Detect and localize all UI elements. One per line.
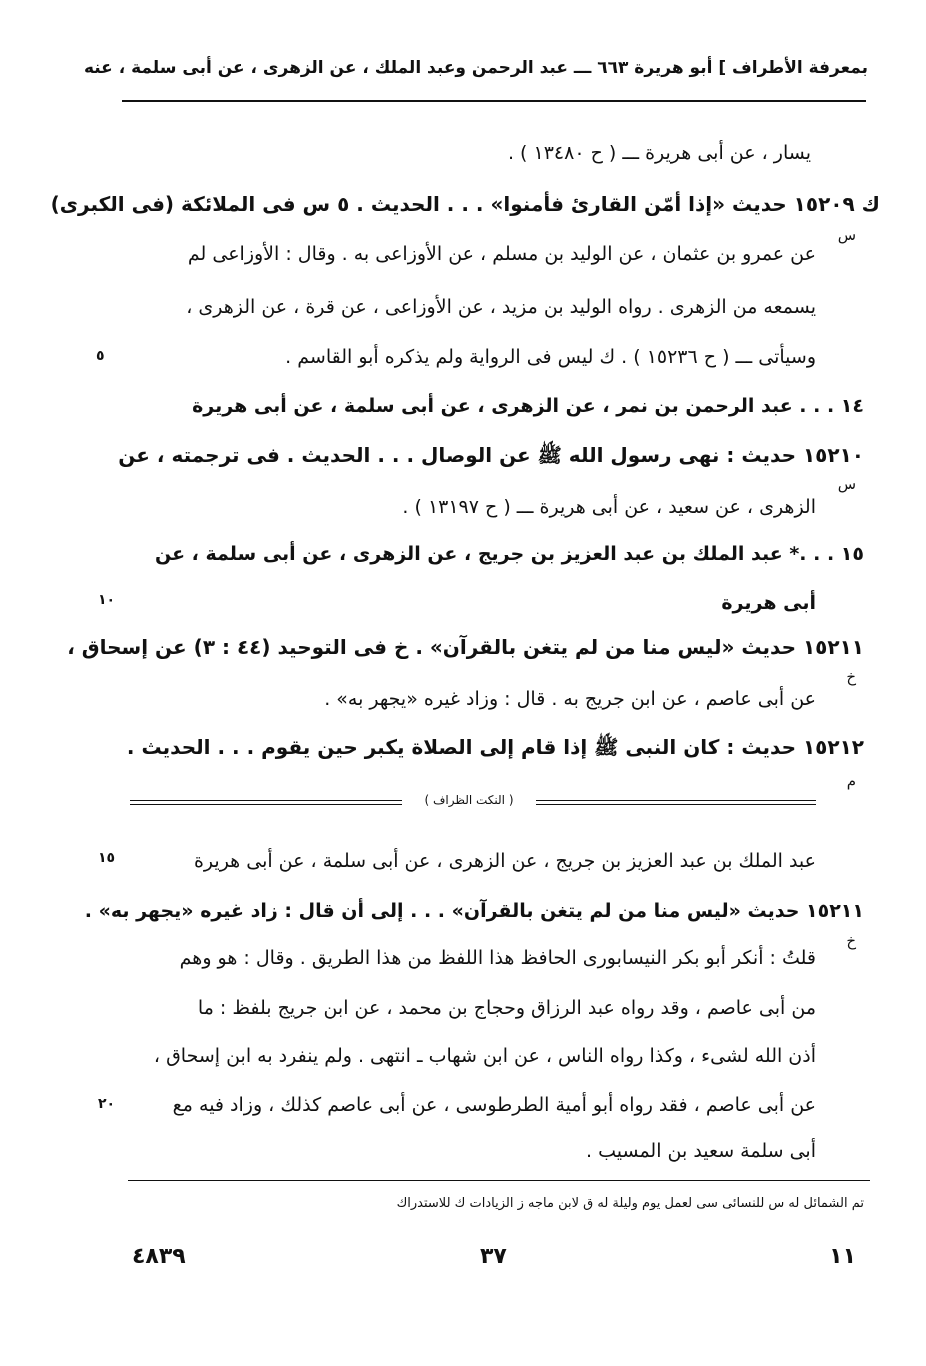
nukat-text-line: قلتُ : أنكر أبو بكر النيسابورى الحافظ هذا اللفظ من هذا الطريق . وقال : هو وهم [179,947,816,969]
line-number: ٢٠ [98,1096,116,1112]
side-marker: خ [846,932,856,950]
side-marker: م [846,772,856,790]
nukat-chain-line: عبد الملك بن عبد العزيز بن جريج ، عن الزهرى ، عن أبى سلمة ، عن أبى هريرة [193,850,816,872]
divider-line [536,800,816,801]
divider-line [130,804,402,805]
nukat-text-line: أبى سلمة سعيد بن المسيب . [586,1140,816,1162]
text-line: الزهرى ، عن سعيد ، عن أبى هريرة ـــ ( ح ١٣١٩٧ ) . [402,496,816,518]
chain-heading-continued: أبى هريرة [721,592,816,614]
nukat-text-line: عن أبى عاصم ، فقد رواه أبو أمية الطرطوسى ، عن أبى عاصم كذلك ، وزاد فيه مع [172,1094,816,1116]
footer-left-number: ٤٨٣٩ [132,1244,186,1269]
chain-heading: ١٤ . . . عبد الرحمن بن نمر ، عن الزهرى ، عن أبى سلمة ، عن أبى هريرة [192,395,864,417]
text-line: يسار ، عن أبى هريرة ـــ ( ح ١٣٤٨٠ ) . [507,142,811,164]
chain-heading: ١٥ . . .* عبد الملك بن عبد العزيز بن جريج ، عن الزهرى ، عن أبى سلمة ، عن [154,543,864,565]
line-number: ١٠ [98,592,116,608]
divider-label-text: النكت الظراف [432,793,506,807]
divider-label: ( النكت الظراف ) [424,793,514,807]
page-header: بمعرفة الأطراف ] أبو هريرة ٦٦٣ ـــ عبد الرحمن وعبد الملك ، عن الزهرى ، عن أبى سلمة ، عنه [83,58,868,78]
divider-line [130,800,402,801]
nukat-hadith-15211: ١٥٢١١ حديث «ليس منا من لم يتغن بالقرآن» . . . إلى أن قال : زاد غيره «يجهر به» . [84,900,864,922]
side-marker: س [837,226,856,244]
footnote-rule [128,1180,870,1181]
hadith-entry-15211: ١٥٢١١ حديث «ليس منا من لم يتغن بالقرآن» . خ فى التوحيد (٤٤ : ٣) عن إسحاق ، [67,635,864,659]
header-rule [122,100,866,102]
hadith-entry-15210: ١٥٢١٠ حديث : نهى رسول الله ﷺ عن الوصال . . . الحديث . فى ترجمته ، عن [118,443,864,467]
footer-right-number: ١١ [829,1244,856,1269]
nukat-text-line: من أبى عاصم ، وقد رواه عبد الرزاق وحجاج بن محمد ، عن ابن جريج بلفظ : ما [197,997,816,1019]
text-line: عن أبى عاصم ، عن ابن جريج به . قال : وزاد غيره «يجهر به» . [324,688,816,710]
divider-line [536,804,816,805]
page-number: ٣٧ [480,1244,507,1269]
hadith-entry-15212: ١٥٢١٢ حديث : كان النبى ﷺ إذا قام إلى الصلاة يكبر حين يقوم . . . الحديث . [126,735,864,759]
side-marker: س [837,475,856,493]
line-number: ٥ [96,348,105,364]
text-line: عن عمرو بن عثمان ، عن الوليد بن مسلم ، عن الأوزاعى به . وقال : الأوزاعى لم [187,243,816,265]
side-marker: خ [846,668,856,686]
line-number: ١٥ [98,850,116,866]
text-line: يسمعه من الزهرى . رواه الوليد بن مزيد ، عن الأوزاعى ، عن قرة ، عن الزهرى ، [186,296,816,318]
abbreviation-key: تم الشمائل له س للنسائى سى لعمل يوم وليلة له ق لابن ماجه ز الزيادات ك للاستدراك [396,1196,864,1211]
nukat-text-line: أذن الله لشىء ، وكذا رواه الناس ، عن ابن شهاب ـ انتهى . ولم ينفرد به ابن إسحاق ، [153,1045,816,1067]
text-line: وسيأتى ـــ ( ح ١٥٢٣٦ ) . ك ليس فى الرواية ولم يذكره أبو القاسم . [285,346,816,368]
hadith-entry-15209: ك ١٥٢٠٩ حديث «إذا أمّن القارئ فأمنوا» . . . الحديث . ٥ س فى الملائكة (فى الكبرى) [50,192,880,216]
